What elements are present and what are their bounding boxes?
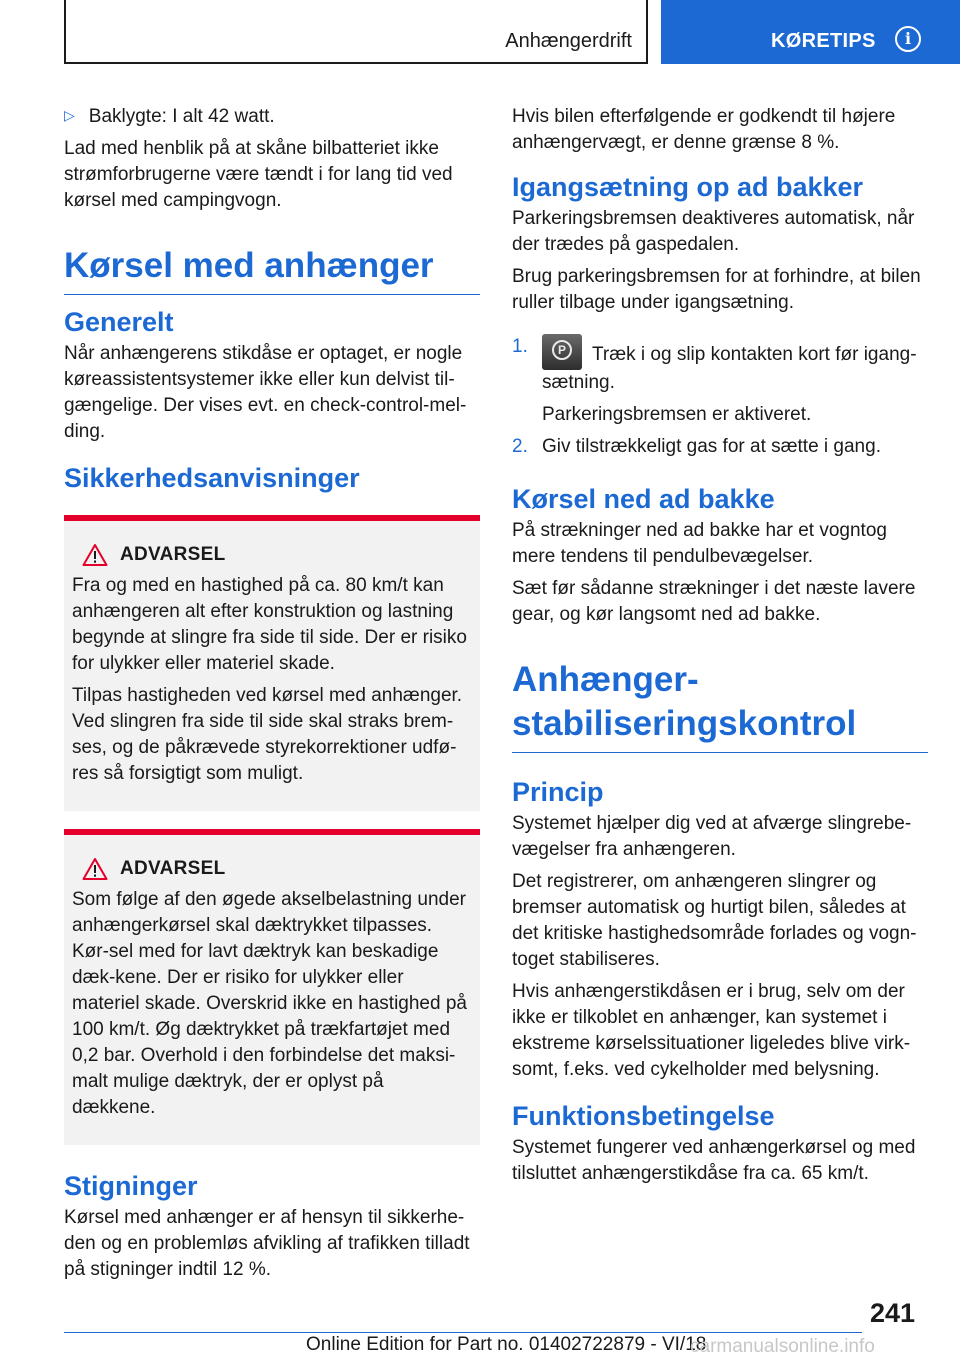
subheading-igangsaetning: Igangsætning op ad bakker (512, 172, 864, 202)
list-item (512, 334, 928, 434)
paragraph: Systemet hjælper dig ved at afværge slingrebe-vægelser fra anhængeren. (512, 813, 912, 860)
paragraph: Systemet fungerer ved anhængerkørsel og med tilsluttet anhængerstikdåse fra ca. 65 km/t. (512, 1137, 916, 1184)
section-heading: Kørsel med anhænger (64, 244, 480, 295)
bullet-text: Baklygte: I alt 42 watt. (88, 106, 275, 127)
warning-triangle-icon (82, 543, 108, 567)
bullet-item (64, 104, 480, 136)
paragraph: Kørsel med anhænger er af hensyn til sikkerhe-den og en problemløs afvikling af trafikken tilladt på stigninger indtil 12 %. (64, 1207, 470, 1280)
section-heading: Anhænger- stabiliseringskontrol (512, 658, 928, 753)
warning-title: ADVARSEL (120, 544, 226, 565)
warning-text: Tilpas hastigheden ved kørsel med anhænger. Ved slingren fra side til side skal straks brem-ses, og de påkrævede styrekorrektioner udfø-res så forsigtigt som muligt. (72, 685, 463, 784)
page-number: 241 (870, 1298, 916, 1328)
subheading-sikkerhed: Sikkerhedsanvisninger (64, 463, 360, 493)
paragraph: Hvis anhængerstikdåsen er i brug, selv om der ikke er tilkoblet en anhænger, kan systemet i ekstreme kørselssituationer ligeledes blive virk-somt, f.eks. ved cykelholder med belysning. (512, 981, 911, 1080)
warning-box (64, 829, 480, 1145)
watermark: carmanualsonline.info (690, 1336, 875, 1357)
warning-text: Som følge af den øgede akselbelastning under anhængerkørsel skal dæktrykket tilpasses. Kør-sel med for lavt dæktryk kan beskadige dæk-kene. Der er risiko for ulykker eller materiel skade. Overskrid ikke en hastighed på 100 km/t. Øg dæktrykket på trækfartøjet med 0,2 bar. Overhold i den forbindelse det maksi-malt mulige dæktryk, der er oplyst på dækkene. (72, 889, 467, 1118)
subheading-stigninger: Stigninger (64, 1171, 198, 1201)
paragraph: Det registrerer, om anhængeren slingrer og bremser automatisk og hurtigt bilen, således at det kritiske hastighedsområde forlades og vogn-toget stabiliseres. (512, 871, 917, 970)
step-number: 1. (512, 336, 528, 357)
step-number: 2. (512, 436, 528, 457)
subheading-ned-ad-bakke: Kørsel ned ad bakke (512, 484, 775, 514)
right-column (512, 104, 928, 1193)
section-title: Anhængerdrift (505, 30, 632, 52)
warning-box (64, 515, 480, 811)
subheading-princip: Princip (512, 777, 604, 807)
paragraph: Brug parkeringsbremsen for at forhindre, at bilen ruller tilbage under igangsætning. (512, 266, 921, 313)
parking-brake-button-icon (542, 334, 582, 370)
paragraph: Parkeringsbremsen deaktiveres automatisk, når der trædes på gaspedalen. (512, 208, 915, 255)
list-item (512, 434, 928, 466)
paragraph: Når anhængerens stikdåse er optaget, er nogle køreassistentsystemer ikke eller kun delvist til-gængelige. Der vises evt. en check-control-mel-ding. (64, 343, 467, 442)
footer-divider (64, 1332, 862, 1333)
warning-text: Fra og med en hastighed på ca. 80 km/t kan anhængeren alt efter konstruktion og lastning begynde at slingre fra side til side. Der er risiko for ulykker eller materiel skade. (72, 575, 467, 674)
step-text: Træk i og slip kontakten kort før igang-sætning. (542, 344, 917, 393)
info-icon: i (895, 26, 921, 52)
step-subtext: Parkeringsbremsen er aktiveret. (542, 404, 812, 425)
footer-edition: Online Edition for Part no. 01402722879 - VI/18 (306, 1334, 707, 1355)
step-text: Giv tilstrækkeligt gas for at sætte i gang. (542, 436, 881, 457)
header-section-tab (64, 0, 648, 64)
paragraph: På strækninger ned ad bakke har et vogntog mere tendens til pendulbevægelser. (512, 520, 887, 567)
left-column (64, 104, 480, 1289)
paragraph: Sæt før sådanne strækninger i det næste lavere gear, og kør langsomt ned ad bakke. (512, 578, 916, 625)
warning-triangle-icon (82, 857, 108, 881)
paragraph: Lad med henblik på at skåne bilbatteriet ikke strømforbrugerne være tændt i for lang tid ved kørsel med campingvogn. (64, 138, 453, 211)
subheading-funktion: Funktionsbetingelse (512, 1101, 775, 1131)
subheading-generelt: Generelt (64, 307, 174, 337)
paragraph: Hvis bilen efterfølgende er godkendt til højere anhængervægt, er denne grænse 8 %. (512, 106, 896, 153)
chapter-title: KØRETIPS (771, 30, 876, 52)
warning-title: ADVARSEL (120, 858, 226, 879)
bullet-triangle-icon: ▷ (64, 107, 75, 123)
